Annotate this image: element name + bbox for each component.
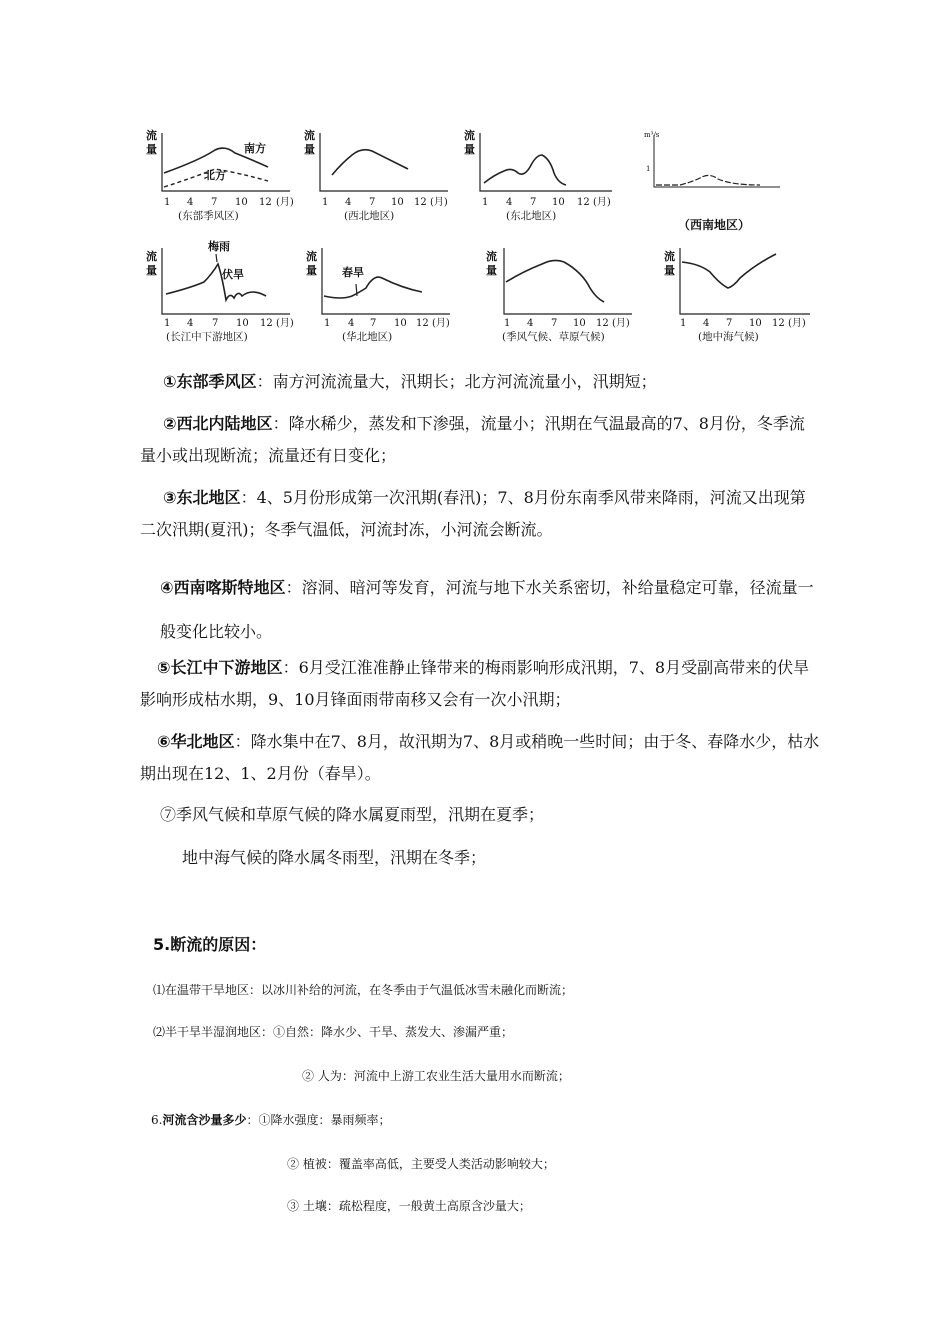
tick-7: 7 [212,318,219,329]
tick-4: 4 [348,318,355,329]
y-tick: 1 [646,165,651,173]
axis [654,135,780,187]
item-title: ②西北内陆地区 [163,414,273,433]
item-north-china [140,726,820,790]
item-text: ：南方河流流量大，汛期长；北方河流流量小，汛期短； [256,372,657,391]
caption: (华北地区) [342,331,393,343]
section-5-point-1: ⑴在温带干旱地区：以冰川补给的河流，在冬季由于气温低冰雪未融化而断流； [153,983,574,997]
y-axis-label-2: 量 [304,143,315,156]
axis [322,248,450,314]
chart-yangtze [140,238,300,342]
south-label: 南方 [244,142,266,155]
tick-4: 4 [187,197,194,208]
tick-1: 1 [164,318,171,329]
month-unit: (月) [432,318,450,329]
chart-southwest [640,125,800,232]
tick-12: 12 [259,197,272,208]
tick-12: 12 [772,318,785,329]
month-unit: (月) [612,318,630,329]
section-6-title-line [151,1112,390,1128]
tick-4: 4 [506,197,513,208]
tick-4: 4 [703,318,710,329]
axis [504,248,632,314]
item-title: ④西南喀斯特地区 [160,578,286,597]
y-axis-label-1: 流 [146,129,157,142]
y-axis-label-1: 流 [664,250,675,263]
tick-12: 12 [596,318,609,329]
section-6-title: 河流含沙量多少 [162,1113,247,1127]
tick-7: 7 [370,318,377,329]
y-axis-label-2: 量 [306,264,317,277]
tick-10: 10 [236,318,249,329]
caption: (季风气候、草原气候) [502,331,605,343]
tick-1: 1 [164,197,171,208]
item-mediterranean: 地中海气候的降水属冬雨型，汛期在冬季； [182,848,487,867]
item-northwest [140,408,820,472]
tick-10: 10 [573,318,586,329]
tick-10: 10 [394,318,407,329]
tick-7: 7 [726,318,733,329]
flow-curve [324,277,422,298]
y-axis-label-2: 量 [464,143,475,156]
item-southwest-karst [160,566,820,654]
tick-1: 1 [482,197,489,208]
flow-curve [484,155,566,185]
north-label: 北方 [204,169,226,182]
chart-northeast [462,125,622,229]
flow-curve [506,260,604,302]
item-east-monsoon [163,366,843,398]
caption: (西北地区) [344,210,395,222]
y-axis-label-1: 流 [464,129,475,142]
month-unit: (月) [430,197,448,208]
chart-north-china [302,238,462,342]
axis [480,133,612,191]
tick-10: 10 [749,318,762,329]
fuhan-label: 伏旱 [222,268,244,281]
section-5-point-2: ⑵半干旱半湿润地区：①自然：降水少、干旱、蒸发大、渗漏严重； [153,1025,514,1039]
month-unit: (月) [788,318,806,329]
tick-12: 12 [577,197,590,208]
chart-northwest [300,125,460,229]
tick-7: 7 [551,318,558,329]
y-axis-label-1: 流 [486,250,497,263]
item-title: ⑥华北地区 [157,732,235,751]
section-6-number: 6. [151,1113,163,1127]
tick-12: 12 [414,197,427,208]
tick-12: 12 [260,318,273,329]
tick-1: 1 [322,197,329,208]
y-axis-label-2: 量 [146,143,157,156]
chart-east-monsoon [140,125,300,229]
item-monsoon-steppe: ⑦季风气候和草原气候的降水属夏雨型，汛期在夏季； [160,805,545,824]
section-5-title: 5.断流的原因： [153,935,267,954]
item-yangtze [140,652,820,716]
tick-4: 4 [527,318,534,329]
section-6-factor-2: ② 植被：覆盖率高低，主要受人类活动影响较大； [287,1157,555,1171]
section-5-point-2-human: ② 人为：河流中上游工农业生活大量用水而断流； [302,1069,570,1083]
tick-10: 10 [552,197,565,208]
axis [320,133,448,191]
y-unit: m³/s [644,131,660,139]
caption: (东部季风区) [178,210,239,222]
tick-1: 1 [324,318,331,329]
tick-10: 10 [235,197,248,208]
section-6-factor-3: ③ 土壤：疏松程度，一般黄土高原含沙量大； [287,1199,531,1213]
axis [162,248,290,314]
flow-curve [166,264,266,300]
axis [162,133,290,191]
y-axis-label-2: 量 [664,264,675,277]
y-axis-label-1: 流 [306,250,317,263]
tick-1: 1 [504,318,511,329]
tick-4: 4 [345,197,352,208]
month-unit: (月) [276,197,294,208]
chunhan-label: 春旱 [342,266,364,279]
item-northeast [140,482,820,546]
y-axis-label-1: 流 [146,250,157,263]
item-text: ：4、5月份形成第一次汛期(春汛)；7、8月份东南季风带来降雨，河流又出现第二次汛期(夏汛)；冬季气温低，河流封冻，小河流会断流。 [140,488,806,539]
tick-7: 7 [369,197,376,208]
chart-monsoon-steppe [482,238,642,342]
chart-mediterranean [660,238,820,342]
section-6-factor-1: ：①降水强度：暴雨频率； [246,1113,391,1127]
item-title: ①东部季风区 [163,372,257,391]
y-axis-label-1: 流 [304,129,315,142]
item-title: ③东北地区 [163,488,241,507]
tick-10: 10 [391,197,404,208]
flow-curve [682,254,776,288]
item-text: ：6月受江淮准静止锋带来的梅雨影响形成汛期，7、8月受副高带来的伏旱影响形成枯水期，9、10月锋面雨带南移又会有一次小汛期； [140,658,810,709]
month-unit: (月) [276,318,294,329]
tick-12: 12 [416,318,429,329]
tick-4: 4 [187,318,194,329]
meiyu-label: 梅雨 [208,240,230,253]
caption: （西南地区） [678,218,751,232]
meiyu-arrow [216,254,217,262]
caption: (长江中下游地区) [166,331,248,343]
y-axis-label-2: 量 [486,264,497,277]
y-axis-label-2: 量 [146,264,157,277]
item-text: ：溶洞、暗河等发育，河流与地下水关系密切，补给量稳定可靠，径流量一般变化比较小。 [160,578,814,641]
month-unit: (月) [593,197,611,208]
tick-7: 7 [530,197,537,208]
axis [680,248,810,314]
flow-curve [332,150,408,175]
tick-1: 1 [680,318,687,329]
item-text: ：降水集中在7、8月，故汛期为7、8月或稍晚一些时间；由于冬、春降水少，枯水期出现在12、1、2月份（春旱）。 [140,732,820,783]
flow-curve [656,175,760,185]
item-text: ：降水稀少，蒸发和下渗强，流量小；汛期在气温最高的7、8月份，冬季流量小或出现断流；流量还有日变化； [140,414,805,465]
caption: (东北地区) [506,210,557,222]
caption: (地中海气候) [698,331,759,343]
item-title: ⑤长江中下游地区 [157,658,283,677]
tick-7: 7 [211,197,218,208]
